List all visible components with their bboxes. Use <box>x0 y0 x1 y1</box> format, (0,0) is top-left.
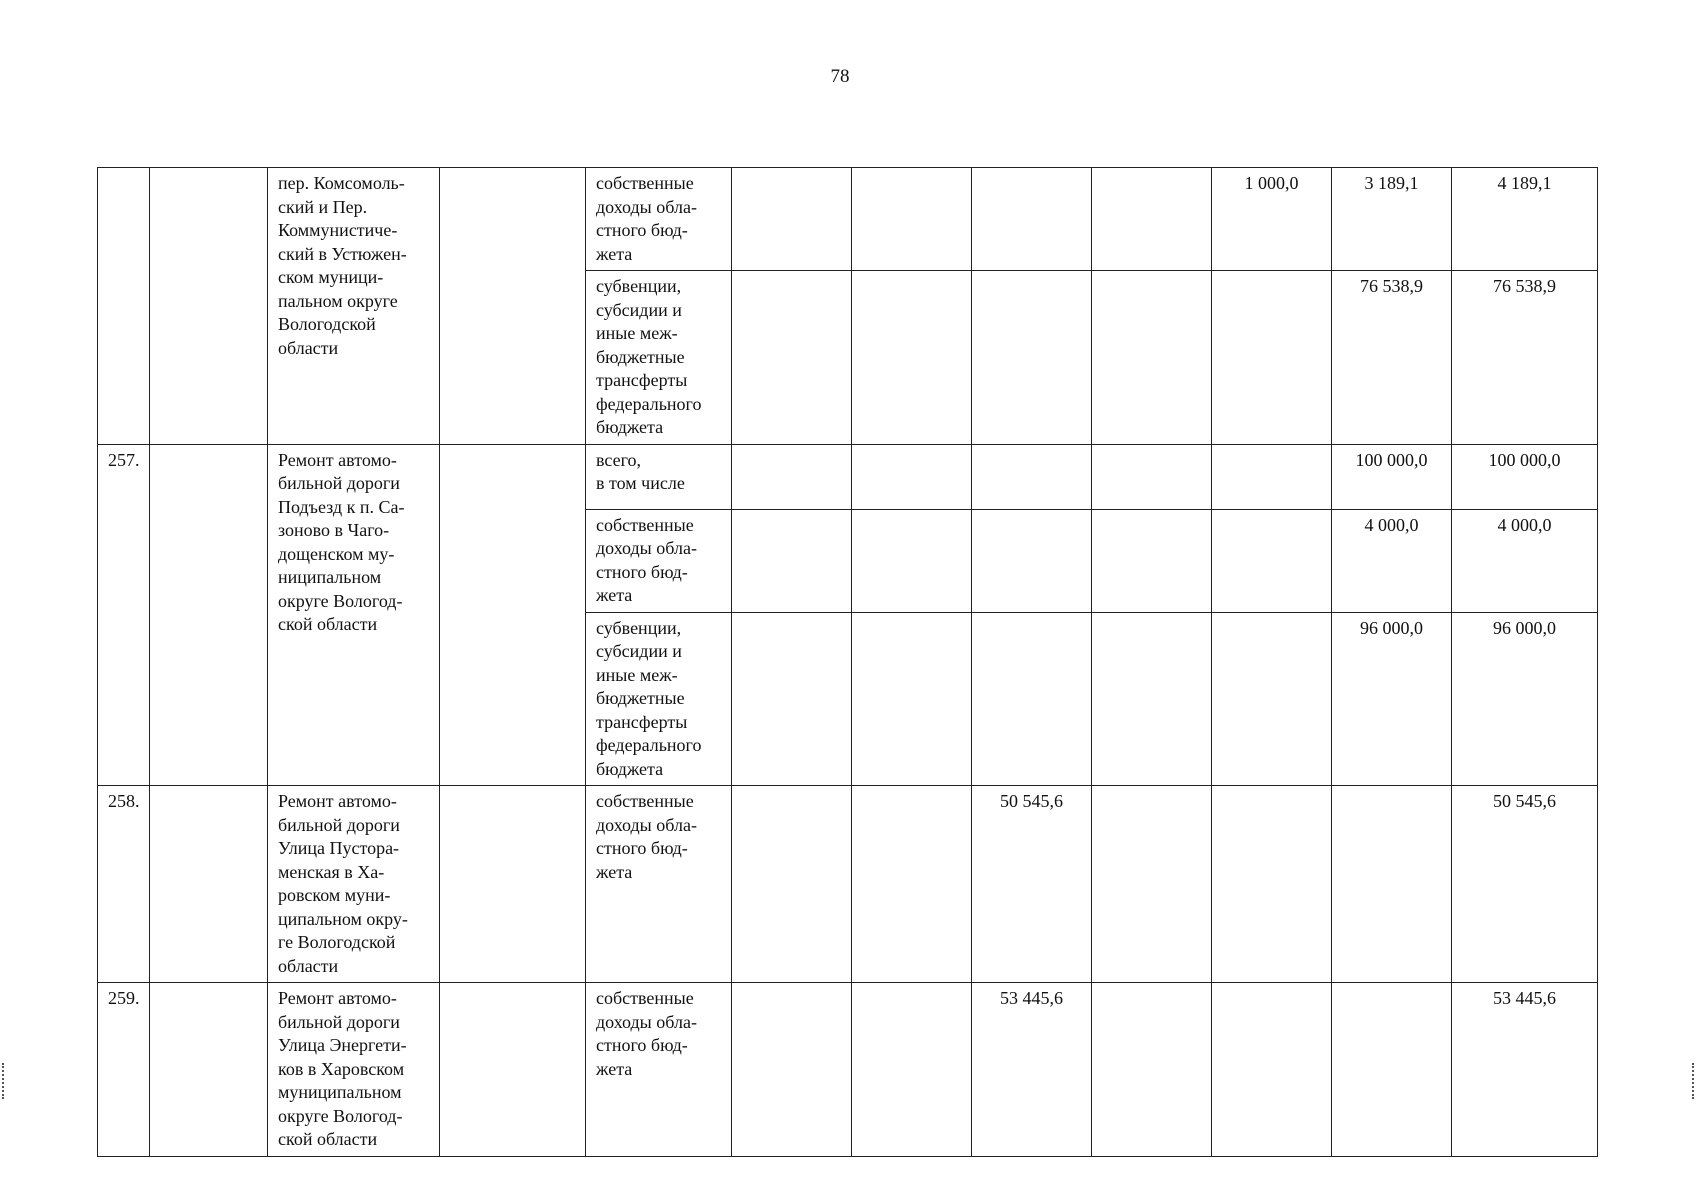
table-row <box>98 786 1598 983</box>
year-cell: 50 545,6 <box>972 786 1092 983</box>
year-cell <box>1212 271 1332 445</box>
year-cell <box>1092 612 1212 786</box>
year-cell <box>852 271 972 445</box>
table-body <box>98 168 1598 1157</box>
year-cell <box>972 612 1092 786</box>
year-cell: 100 000,0 <box>1332 444 1452 509</box>
funding-source-cell: субвенции, субсидии и иные меж- бюджетные трансферты федерального бюджета <box>586 612 732 786</box>
year-cell <box>972 271 1092 445</box>
total-cell: 4 189,1 <box>1452 168 1598 271</box>
total-cell: 50 545,6 <box>1452 786 1598 983</box>
year-cell <box>732 509 852 612</box>
year-cell: 96 000,0 <box>1332 612 1452 786</box>
year-cell <box>732 612 852 786</box>
year-cell <box>852 786 972 983</box>
executor-cell <box>440 168 586 445</box>
row-index-cell: 258. <box>98 786 150 983</box>
table-row <box>98 168 1598 271</box>
year-cell <box>1092 509 1212 612</box>
object-name-cell: Ремонт автомо- бильной дороги Улица Пустора- менская в Ха- ровском муни- ципальном окру- ге Вологодской области <box>268 786 440 983</box>
scan-mark-left <box>2 1063 6 1099</box>
funding-source-cell: собственные доходы обла- стного бюд- жета <box>586 786 732 983</box>
table-row <box>98 444 1598 509</box>
executor-cell <box>440 786 586 983</box>
executor-cell <box>440 983 586 1157</box>
row-index-cell <box>98 168 150 445</box>
funding-source-cell: собственные доходы обла- стного бюд- жета <box>586 509 732 612</box>
year-cell <box>732 271 852 445</box>
scan-mark-right <box>1692 1063 1696 1099</box>
year-cell <box>1092 271 1212 445</box>
code-cell <box>150 983 268 1157</box>
object-name-cell: пер. Комсомоль- ский и Пер. Коммунистиче- ский в Устюжен- ском муници- пальном округе Вологодской области <box>268 168 440 445</box>
year-cell <box>852 168 972 271</box>
funding-source-cell: всего, в том числе <box>586 444 732 509</box>
object-name-cell: Ремонт автомо- бильной дороги Подъезд к п. Са- зоново в Чаго- дощенском му- ниципальном округе Вологод- ской области <box>268 444 440 786</box>
total-cell: 96 000,0 <box>1452 612 1598 786</box>
year-cell <box>1332 983 1452 1157</box>
year-cell <box>1092 983 1212 1157</box>
year-cell <box>1092 786 1212 983</box>
year-cell <box>1212 786 1332 983</box>
year-cell: 76 538,9 <box>1332 271 1452 445</box>
year-cell <box>732 444 852 509</box>
year-cell <box>972 444 1092 509</box>
total-cell: 53 445,6 <box>1452 983 1598 1157</box>
year-cell <box>1212 509 1332 612</box>
row-index-cell: 257. <box>98 444 150 786</box>
page-number: 78 <box>830 66 850 87</box>
year-cell: 1 000,0 <box>1212 168 1332 271</box>
code-cell <box>150 786 268 983</box>
year-cell <box>852 983 972 1157</box>
year-cell: 3 189,1 <box>1332 168 1452 271</box>
year-cell <box>1212 983 1332 1157</box>
code-cell <box>150 168 268 445</box>
object-name-cell: Ремонт автомо- бильной дороги Улица Энергети- ков в Харовском муниципальном округе Вологод- ской области <box>268 983 440 1157</box>
year-cell <box>852 612 972 786</box>
year-cell <box>1092 168 1212 271</box>
funding-source-cell: субвенции, субсидии и иные меж- бюджетные трансферты федерального бюджета <box>586 271 732 445</box>
year-cell <box>972 509 1092 612</box>
total-cell: 4 000,0 <box>1452 509 1598 612</box>
year-cell <box>1332 786 1452 983</box>
year-cell <box>1212 444 1332 509</box>
funding-source-cell: собственные доходы обла- стного бюд- жета <box>586 168 732 271</box>
row-index-cell: 259. <box>98 983 150 1157</box>
budget-table <box>97 167 1598 1157</box>
total-cell: 100 000,0 <box>1452 444 1598 509</box>
year-cell <box>852 509 972 612</box>
year-cell <box>732 786 852 983</box>
year-cell <box>732 983 852 1157</box>
total-cell: 76 538,9 <box>1452 271 1598 445</box>
year-cell <box>852 444 972 509</box>
year-cell: 53 445,6 <box>972 983 1092 1157</box>
funding-source-cell: собственные доходы обла- стного бюд- жета <box>586 983 732 1157</box>
year-cell <box>1092 444 1212 509</box>
year-cell: 4 000,0 <box>1332 509 1452 612</box>
code-cell <box>150 444 268 786</box>
executor-cell <box>440 444 586 786</box>
year-cell <box>1212 612 1332 786</box>
table-row <box>98 983 1598 1157</box>
year-cell <box>972 168 1092 271</box>
year-cell <box>732 168 852 271</box>
